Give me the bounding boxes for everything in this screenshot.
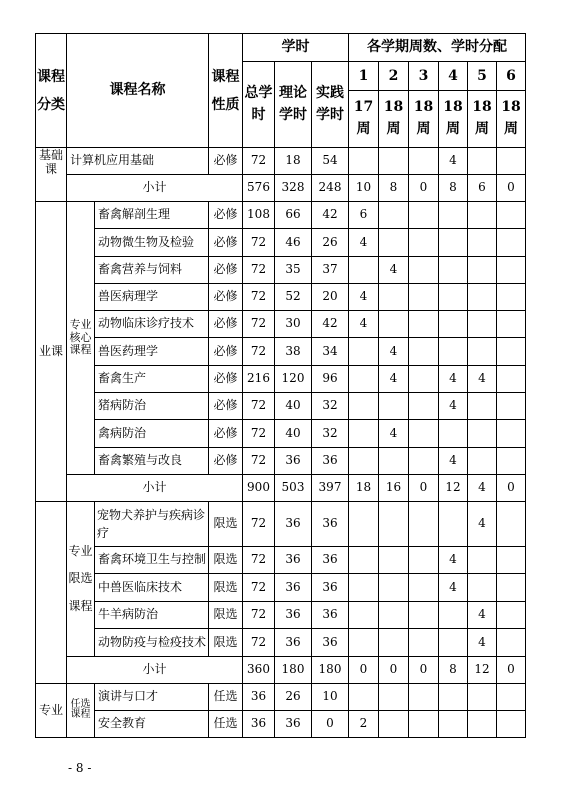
theory-hours: 328 [275,175,312,202]
semester-hours: 0 [497,474,526,501]
semester-hours: 8 [379,175,409,202]
semester-hours [409,601,439,629]
practice-hours: 36 [312,501,349,546]
table-row [36,683,526,710]
total-hours: 72 [243,420,275,447]
semester-hours [379,447,409,474]
table-row [36,311,526,338]
practice-hours: 20 [312,283,349,310]
semester-hours [409,629,439,657]
subtotal-label: 小计 [67,656,243,683]
practice-hours: 248 [312,175,349,202]
header-semesters: 各学期周数、学时分配 [349,34,526,62]
sem-weeks: 18周 [379,91,409,148]
theory-hours: 46 [275,229,312,256]
course-nature: 必修 [209,393,243,420]
semester-hours [379,601,409,629]
practice-hours: 37 [312,256,349,283]
theory-hours: 38 [275,338,312,365]
semester-hours [349,338,379,365]
table-row [36,574,526,602]
semester-hours [349,420,379,447]
semester-hours: 4 [468,365,497,392]
practice-hours: 36 [312,601,349,629]
practice-hours: 32 [312,393,349,420]
group-core: 专业核心课程 [67,202,95,475]
category-basic: 基础课 [36,148,67,202]
semester-hours: 4 [439,447,468,474]
course-nature: 限选 [209,601,243,629]
practice-hours: 36 [312,447,349,474]
semester-hours: 8 [439,175,468,202]
group-elective: 任选课程 [67,683,95,737]
total-hours: 72 [243,447,275,474]
practice-hours: 34 [312,338,349,365]
course-nature: 必修 [209,420,243,447]
category-elective: 专业 [36,683,67,737]
table-row [36,420,526,447]
semester-hours [409,365,439,392]
theory-hours: 40 [275,393,312,420]
course-name: 演讲与口才 [95,683,209,710]
semester-hours [409,574,439,602]
total-hours: 108 [243,202,275,229]
course-name: 宠物犬养护与疾病诊疗 [95,501,209,546]
course-nature: 限选 [209,546,243,574]
semester-hours [497,256,526,283]
semester-hours: 4 [439,148,468,175]
curriculum-table [35,33,526,738]
practice-hours: 42 [312,202,349,229]
table-row [36,229,526,256]
category-major: 业课 [36,202,67,502]
course-name: 兽医药理学 [95,338,209,365]
course-nature: 必修 [209,283,243,310]
semester-hours [379,148,409,175]
semester-hours: 8 [439,656,468,683]
semester-hours: 16 [379,474,409,501]
semester-hours [379,710,409,737]
semester-hours [497,229,526,256]
total-hours: 72 [243,311,275,338]
semester-hours [497,601,526,629]
semester-hours: 4 [439,574,468,602]
semester-hours [409,501,439,546]
table-row [36,365,526,392]
header-hours: 学时 [243,34,349,62]
header-category: 课程分类 [36,34,67,148]
course-name: 畜禽生产 [95,365,209,392]
table-row [36,629,526,657]
semester-hours [497,202,526,229]
semester-hours [439,420,468,447]
course-name: 安全教育 [95,710,209,737]
course-name: 动物微生物及检验 [95,229,209,256]
total-hours: 72 [243,393,275,420]
course-name: 畜禽解剖生理 [95,202,209,229]
table-row [36,148,526,175]
sem-num: 6 [497,62,526,91]
semester-hours [409,283,439,310]
semester-hours [379,229,409,256]
semester-hours: 0 [409,474,439,501]
theory-hours: 36 [275,601,312,629]
course-name: 畜禽营养与饲料 [95,256,209,283]
semester-hours: 0 [497,175,526,202]
sem-num: 5 [468,62,497,91]
course-name: 兽医病理学 [95,283,209,310]
course-nature: 必修 [209,447,243,474]
practice-hours: 36 [312,546,349,574]
semester-hours [349,574,379,602]
theory-hours: 36 [275,447,312,474]
theory-hours: 36 [275,501,312,546]
semester-hours [468,338,497,365]
semester-hours [468,574,497,602]
theory-hours: 26 [275,683,312,710]
practice-hours: 10 [312,683,349,710]
semester-hours [409,420,439,447]
semester-hours [439,338,468,365]
semester-hours: 4 [379,365,409,392]
sem-num: 2 [379,62,409,91]
theory-hours: 52 [275,283,312,310]
course-name: 猪病防治 [95,393,209,420]
practice-hours: 32 [312,420,349,447]
semester-hours [468,710,497,737]
semester-hours [497,546,526,574]
total-hours: 72 [243,601,275,629]
semester-hours [409,683,439,710]
header-theory: 理论学时 [275,62,312,148]
total-hours: 36 [243,710,275,737]
subtotal-label: 小计 [67,175,243,202]
semester-hours [379,311,409,338]
semester-hours [409,393,439,420]
total-hours: 72 [243,256,275,283]
semester-hours: 4 [468,629,497,657]
sem-weeks: 18周 [409,91,439,148]
semester-hours [439,683,468,710]
header-practice: 实践学时 [312,62,349,148]
course-nature: 必修 [209,338,243,365]
theory-hours: 36 [275,574,312,602]
header-nature: 课程性质 [209,34,243,148]
semester-hours [497,683,526,710]
semester-hours [468,256,497,283]
theory-hours: 18 [275,148,312,175]
theory-hours: 30 [275,311,312,338]
sem-weeks: 18周 [439,91,468,148]
table-row [36,474,526,501]
semester-hours [468,393,497,420]
semester-hours [349,393,379,420]
semester-hours [409,447,439,474]
total-hours: 72 [243,283,275,310]
table-row [36,338,526,365]
total-hours: 360 [243,656,275,683]
sem-num: 3 [409,62,439,91]
semester-hours [379,283,409,310]
semester-hours [468,148,497,175]
theory-hours: 66 [275,202,312,229]
semester-hours [349,447,379,474]
semester-hours: 4 [439,365,468,392]
semester-hours [497,338,526,365]
total-hours: 216 [243,365,275,392]
semester-hours: 6 [349,202,379,229]
group-limited: 专业限选课程 [67,501,95,656]
semester-hours [497,283,526,310]
semester-hours [349,365,379,392]
table-row [36,710,526,737]
total-hours: 72 [243,338,275,365]
table-row [36,501,526,546]
semester-hours [409,202,439,229]
practice-hours: 180 [312,656,349,683]
total-hours: 72 [243,546,275,574]
semester-hours: 0 [497,656,526,683]
semester-hours [409,710,439,737]
practice-hours: 42 [312,311,349,338]
semester-hours [497,710,526,737]
semester-hours: 4 [468,501,497,546]
table-row [36,256,526,283]
semester-hours [439,256,468,283]
semester-hours [468,283,497,310]
course-nature: 限选 [209,501,243,546]
semester-hours: 4 [439,393,468,420]
semester-hours [468,420,497,447]
course-nature: 必修 [209,229,243,256]
semester-hours [409,546,439,574]
semester-hours: 4 [379,256,409,283]
semester-hours: 4 [439,546,468,574]
semester-hours: 2 [349,710,379,737]
semester-hours [497,447,526,474]
practice-hours: 0 [312,710,349,737]
semester-hours: 10 [349,175,379,202]
practice-hours: 36 [312,574,349,602]
semester-hours [439,501,468,546]
total-hours: 72 [243,501,275,546]
semester-hours: 0 [409,656,439,683]
sem-num: 4 [439,62,468,91]
semester-hours [409,256,439,283]
practice-hours: 36 [312,629,349,657]
semester-hours [439,229,468,256]
practice-hours: 96 [312,365,349,392]
semester-hours [349,546,379,574]
practice-hours: 397 [312,474,349,501]
course-nature: 必修 [209,202,243,229]
semester-hours [349,501,379,546]
semester-hours: 0 [379,656,409,683]
table-row [36,656,526,683]
header-course-name: 课程名称 [67,34,209,148]
total-hours: 36 [243,683,275,710]
semester-hours [349,148,379,175]
course-name: 中兽医临床技术 [95,574,209,602]
theory-hours: 36 [275,546,312,574]
category-major-blank [36,501,67,683]
page-number: - 8 - [68,761,92,775]
total-hours: 72 [243,629,275,657]
course-nature: 必修 [209,256,243,283]
sem-weeks: 18周 [468,91,497,148]
semester-hours [379,546,409,574]
theory-hours: 35 [275,256,312,283]
semester-hours [349,683,379,710]
semester-hours: 4 [379,338,409,365]
course-name: 动物临床诊疗技术 [95,311,209,338]
semester-hours [497,629,526,657]
course-name: 牛羊病防治 [95,601,209,629]
semester-hours [439,311,468,338]
semester-hours [379,501,409,546]
sem-weeks: 18周 [497,91,526,148]
semester-hours: 6 [468,175,497,202]
semester-hours [497,501,526,546]
semester-hours: 4 [349,311,379,338]
semester-hours [497,311,526,338]
course-name: 动物防疫与检疫技术 [95,629,209,657]
practice-hours: 26 [312,229,349,256]
semester-hours [439,202,468,229]
total-hours: 900 [243,474,275,501]
table-row [36,601,526,629]
theory-hours: 40 [275,420,312,447]
table-row [36,393,526,420]
course-name: 禽病防治 [95,420,209,447]
semester-hours: 4 [349,229,379,256]
total-hours: 72 [243,229,275,256]
practice-hours: 54 [312,148,349,175]
semester-hours: 12 [468,656,497,683]
semester-hours [439,629,468,657]
semester-hours [439,283,468,310]
semester-hours [349,256,379,283]
course-nature: 限选 [209,574,243,602]
semester-hours [468,311,497,338]
semester-hours [497,420,526,447]
semester-hours [349,629,379,657]
semester-hours [379,629,409,657]
course-nature: 必修 [209,148,243,175]
semester-hours [379,393,409,420]
table-row [36,283,526,310]
semester-hours: 18 [349,474,379,501]
semester-hours [468,683,497,710]
theory-hours: 180 [275,656,312,683]
semester-hours [409,148,439,175]
semester-hours [379,683,409,710]
table-row [36,202,526,229]
table-row [36,546,526,574]
semester-hours: 4 [349,283,379,310]
semester-hours: 12 [439,474,468,501]
course-nature: 任选 [209,710,243,737]
semester-hours [468,229,497,256]
semester-hours [439,710,468,737]
semester-hours: 4 [379,420,409,447]
table-row [36,175,526,202]
sem-num: 1 [349,62,379,91]
semester-hours [468,202,497,229]
course-name: 计算机应用基础 [67,148,209,175]
semester-hours: 0 [409,175,439,202]
course-name: 畜禽繁殖与改良 [95,447,209,474]
course-nature: 必修 [209,365,243,392]
course-nature: 任选 [209,683,243,710]
semester-hours: 0 [349,656,379,683]
semester-hours [497,574,526,602]
total-hours: 576 [243,175,275,202]
theory-hours: 36 [275,629,312,657]
course-nature: 限选 [209,629,243,657]
course-nature: 必修 [209,311,243,338]
semester-hours: 4 [468,474,497,501]
semester-hours [409,338,439,365]
semester-hours [468,447,497,474]
semester-hours [439,601,468,629]
semester-hours [349,601,379,629]
table-row [36,447,526,474]
semester-hours [379,574,409,602]
theory-hours: 120 [275,365,312,392]
theory-hours: 36 [275,710,312,737]
subtotal-label: 小计 [67,474,243,501]
semester-hours: 4 [468,601,497,629]
course-name: 畜禽环境卫生与控制 [95,546,209,574]
total-hours: 72 [243,148,275,175]
semester-hours [379,202,409,229]
semester-hours [497,393,526,420]
semester-hours [468,546,497,574]
sem-weeks: 17周 [349,91,379,148]
semester-hours [497,148,526,175]
theory-hours: 503 [275,474,312,501]
semester-hours [497,365,526,392]
header-total: 总学时 [243,62,275,148]
total-hours: 72 [243,574,275,602]
semester-hours [409,229,439,256]
semester-hours [409,311,439,338]
